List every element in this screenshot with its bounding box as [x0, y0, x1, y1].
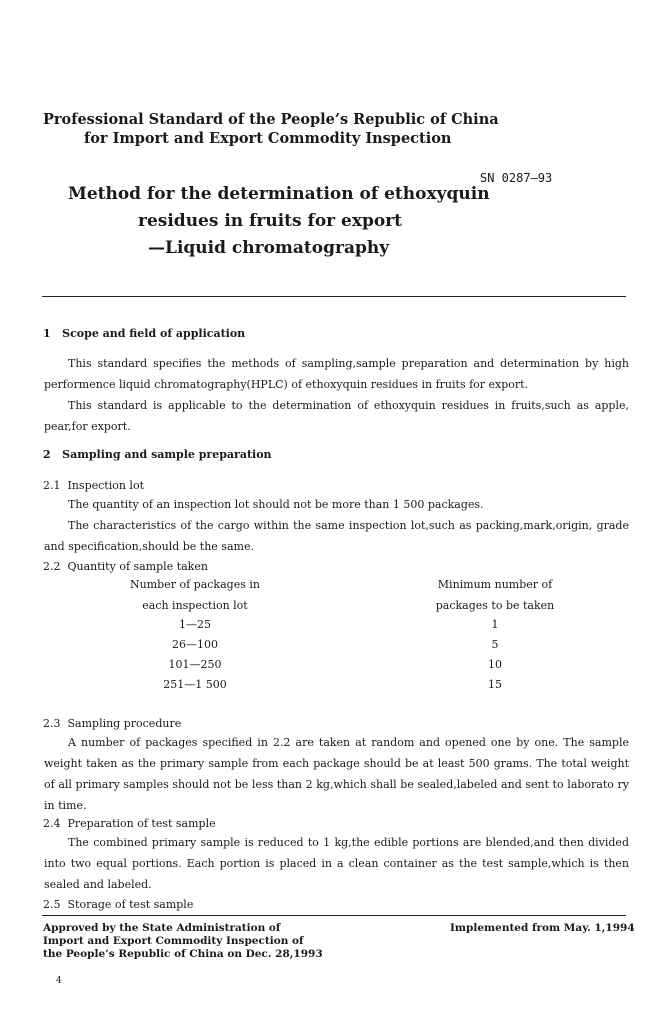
- table-cell-min: 5: [491, 638, 499, 651]
- subsection-2-5-number: 2.5: [43, 898, 61, 911]
- section1-title: Scope and field of application: [62, 327, 246, 340]
- subsection-2-2-title: Quantity of sample taken: [67, 560, 208, 573]
- implementation-date: Implemented from May. 1,1994: [450, 922, 635, 934]
- page-number: 4: [56, 976, 62, 986]
- section2-heading: [43, 448, 272, 461]
- table-col2-header: [395, 574, 595, 616]
- subsection-2-3-number: 2.3: [43, 717, 61, 730]
- doc-title-line3: —Liquid chromatography: [148, 238, 390, 258]
- table-cell-range: 26—100: [172, 638, 218, 651]
- table-row: [395, 634, 595, 655]
- table-row: [395, 674, 595, 695]
- table-row: [95, 634, 295, 655]
- subsection-2-5-heading: [43, 894, 193, 915]
- section1-para1: This standard specifies the methods of sampling,sample preparation and determination by high performence liquid chromatography(HPLC) of ethoxyquin residues in fruits for export.: [44, 357, 629, 391]
- table-row: [95, 654, 295, 675]
- table-cell-range: 251—1 500: [163, 678, 227, 691]
- section1-heading: [43, 327, 245, 340]
- table-row: [95, 674, 295, 695]
- subsection-2-3-title: Sampling procedure: [67, 717, 182, 730]
- subsection-2-1-para2: The characteristics of the cargo within the same inspection lot,such as packing,mark,origin, grade and specification,should be the same.: [44, 519, 629, 553]
- table-row: [395, 614, 595, 635]
- doc-title-line1: Method for the determination of ethoxyquin: [68, 184, 490, 204]
- approval-line3: the People’s Republic of China on Dec. 28,1993: [43, 948, 323, 960]
- subsection-2-2-number: 2.2: [43, 560, 61, 573]
- approval-line1: Approved by the State Administration of: [43, 922, 281, 934]
- table-cell-min: 10: [488, 658, 502, 671]
- section2-title: Sampling and sample preparation: [62, 448, 272, 461]
- subsection-2-1-number: 2.1: [43, 479, 61, 492]
- subsection-2-4-number: 2.4: [43, 817, 61, 830]
- standard-title-line2: for Import and Export Commodity Inspection: [84, 130, 452, 147]
- subsection-2-1-para1: The quantity of an inspection lot should not be more than 1 500 packages.: [68, 498, 484, 511]
- table-col2-header-line2: packages to be taken: [435, 599, 555, 612]
- standard-code: SN 0287—93: [480, 171, 553, 185]
- table-col2-header-line1: Minimum number of: [437, 578, 553, 591]
- subsection-2-1-heading: [43, 475, 144, 496]
- standard-title-line1: Professional Standard of the People’s Republic of China: [43, 111, 499, 128]
- subsection-2-5-title: Storage of test sample: [67, 898, 194, 911]
- subsection-2-4-heading: [43, 813, 216, 834]
- section1-para2: This standard is applicable to the determination of ethoxyquin residues in fruits,such as apple, pear,for export.: [44, 399, 629, 433]
- approval-line2: Import and Export Commodity Inspection of: [43, 935, 304, 947]
- subsection-2-3-para: A number of packages specified in 2.2 are taken at random and opened one by one. The sample weight taken as the primary sample from each package should be at least 500 grams. The total weight of all primary samples should not be less than 2 kg,which shall be sealed,labeled and sent to laborato ry in time.: [44, 736, 629, 812]
- table-cell-min: 15: [488, 678, 502, 691]
- table-cell-range: 101—250: [168, 658, 222, 671]
- subsection-2-3-heading: [43, 713, 181, 734]
- section1-number: 1: [43, 327, 51, 340]
- table-row: [95, 614, 295, 635]
- header-rule: [42, 296, 626, 297]
- table-cell-min: 1: [491, 618, 499, 631]
- table-col1-header-line1: Number of packages in: [130, 578, 260, 591]
- subsection-2-1-title: Inspection lot: [67, 479, 144, 492]
- table-col1-header-line2: each inspection lot: [142, 599, 248, 612]
- footer-rule: [42, 915, 626, 916]
- doc-title-line2: residues in fruits for export: [138, 211, 403, 231]
- section2-number: 2: [43, 448, 51, 461]
- table-col1-header: [95, 574, 295, 616]
- subsection-2-4-para: The combined primary sample is reduced to 1 kg,the edible portions are blended,and then divided into two equal portions. Each portion is placed in a clean container as the test sample,which is then sealed and labeled.: [44, 836, 629, 891]
- subsection-2-4-title: Preparation of test sample: [67, 817, 216, 830]
- table-row: [395, 654, 595, 675]
- table-cell-range: 1—25: [179, 618, 211, 631]
- approval-statement: [43, 922, 323, 961]
